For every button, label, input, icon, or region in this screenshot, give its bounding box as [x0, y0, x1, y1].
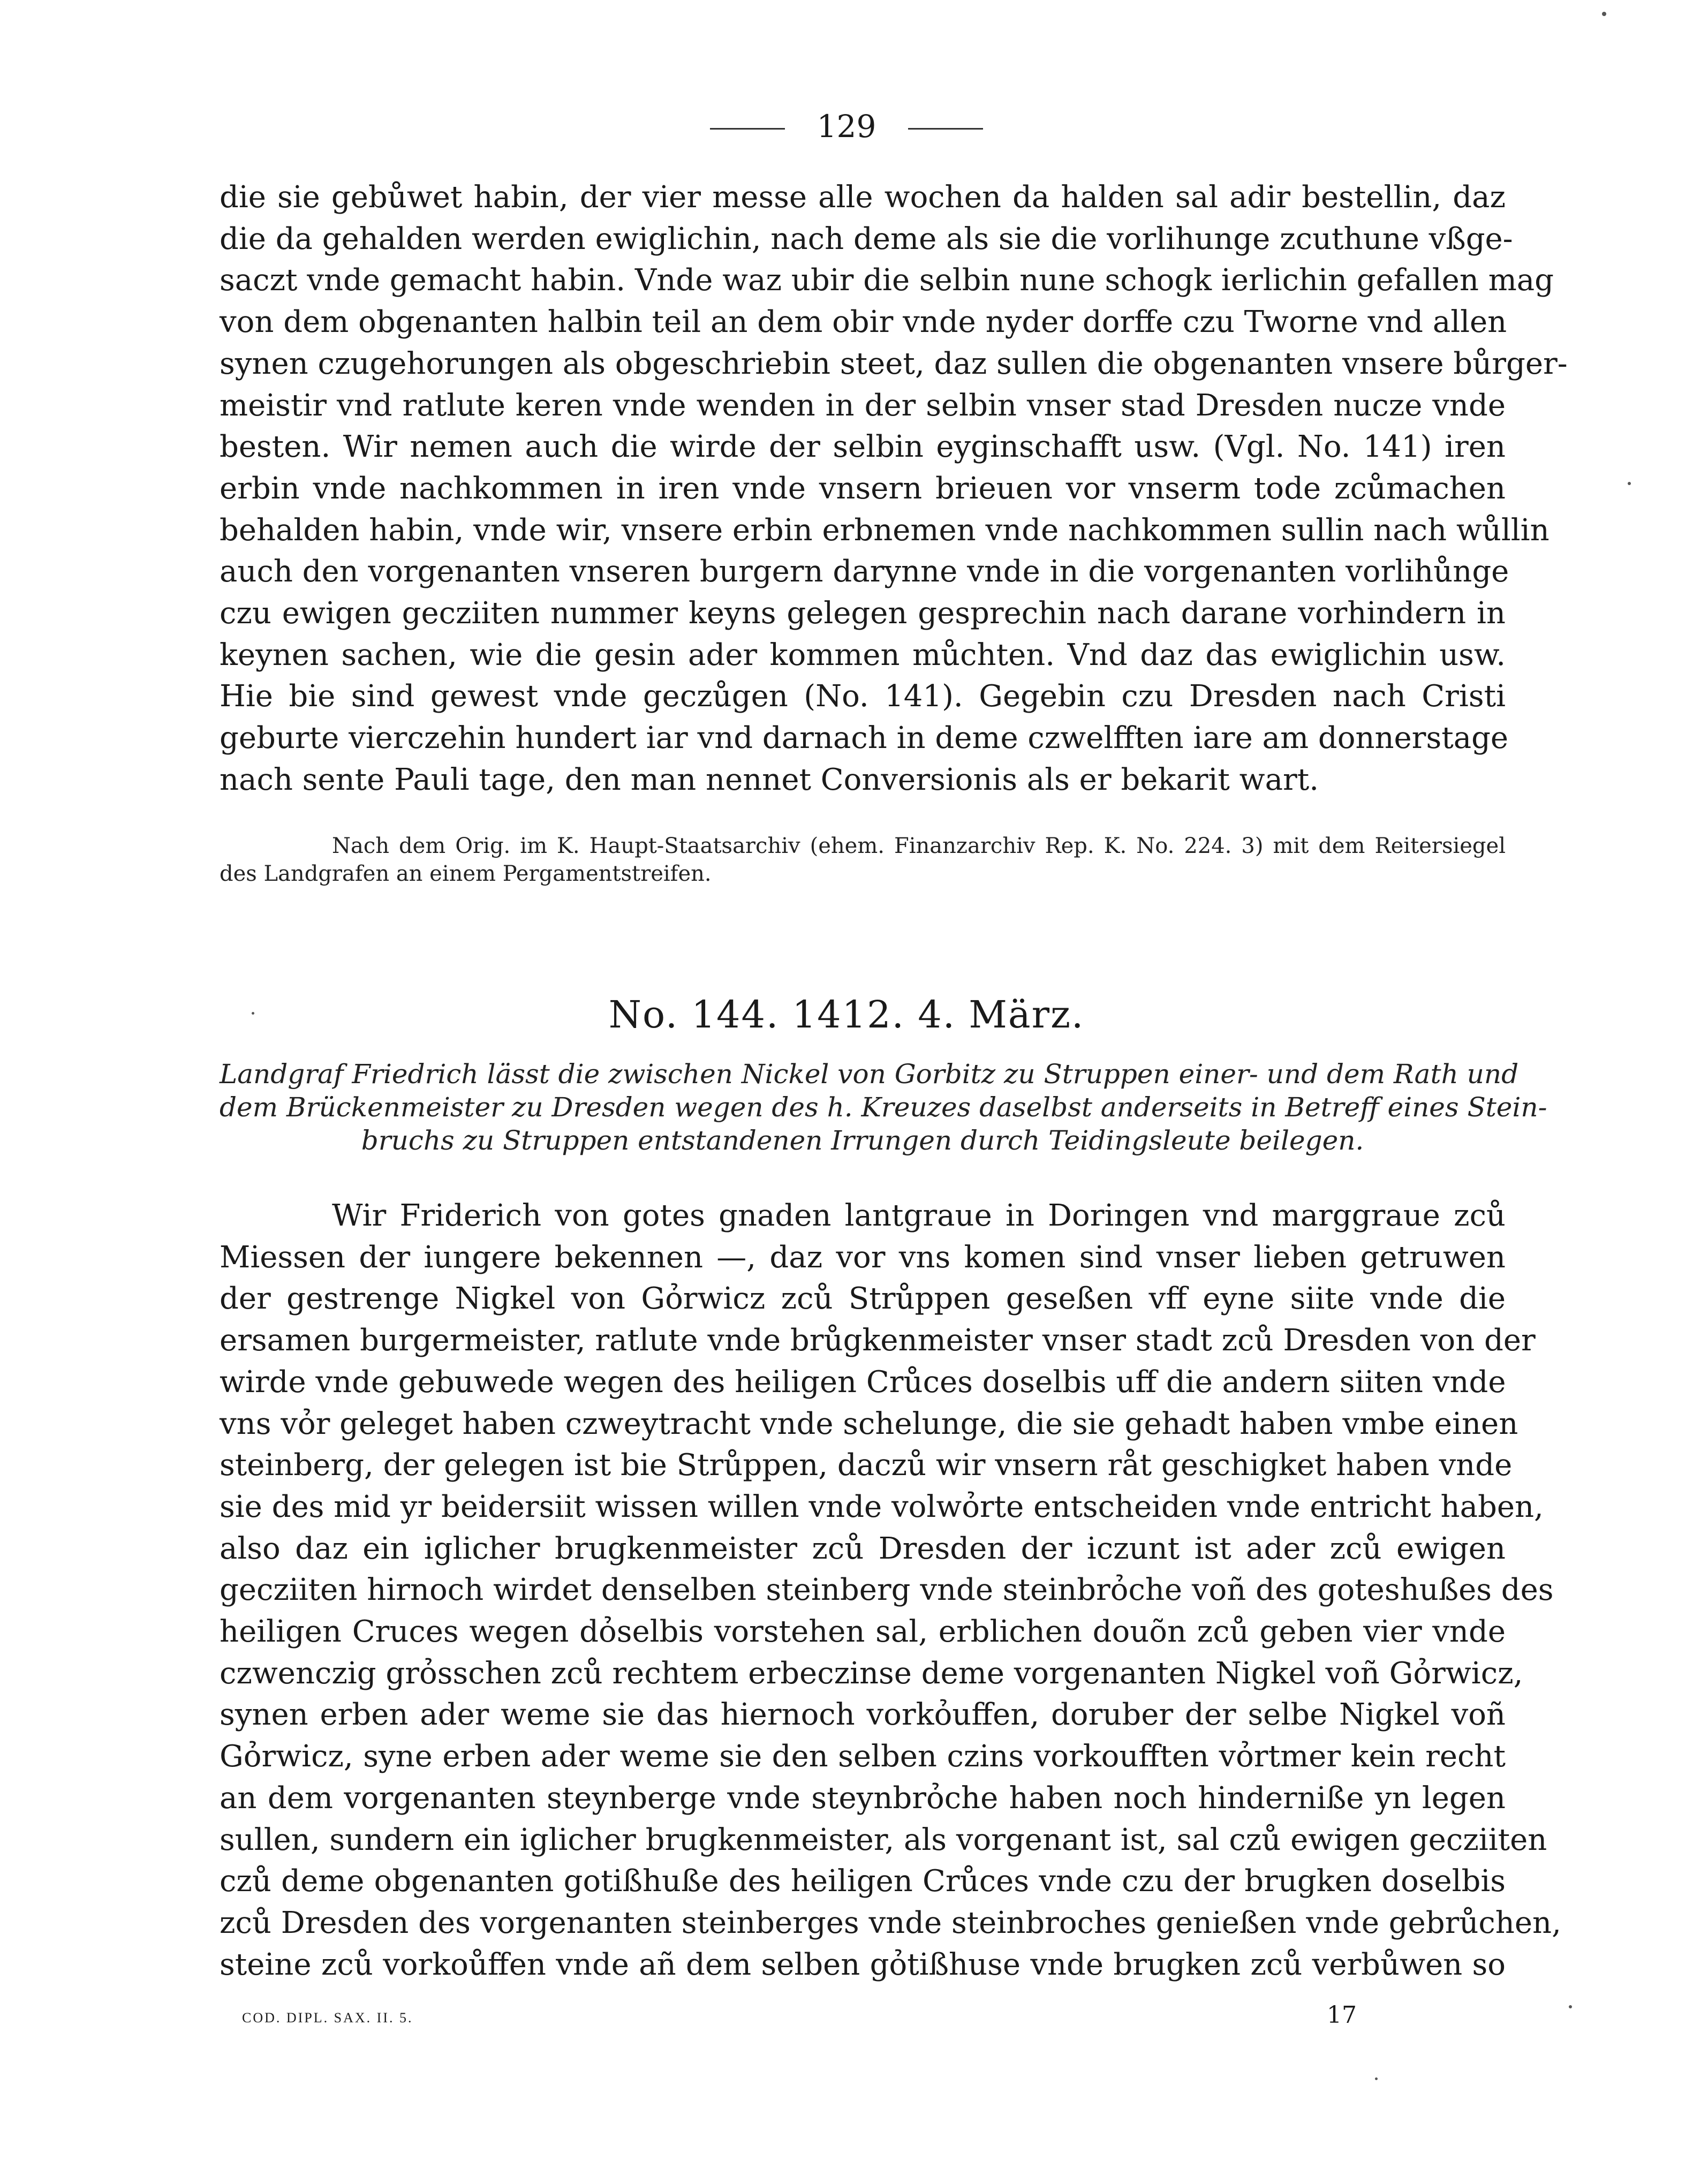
footer-sheet-number: 17 [1327, 2001, 1357, 2029]
text-line: zců Dresden des vorgenanten steinberges vnde steinbroches genießen vnde gebrůchen, [220, 1905, 1561, 1940]
text-line: Hie bie sind gewest vnde geczůgen (No. 141). Gegebin czu Dresden nach Cristi [220, 679, 1506, 714]
header-rule-right [908, 128, 983, 130]
header-rule-left [710, 128, 785, 130]
regest-line: Landgraf Friedrich lässt die zwischen Nickel von Gorbitz zu Struppen einer- und dem Rath und [220, 1059, 1519, 1090]
paragraph-top [220, 177, 1568, 801]
paragraph-main [220, 1195, 1561, 1985]
text-line: synen czugehorungen als obgeschriebin steet, daz sullen die obgenanten vnsere bůrger- [220, 346, 1568, 381]
text-line: Wir Friderich von gotes gnaden lantgraue in Doringen vnd marggraue zců [332, 1198, 1506, 1233]
text-line: steine zců vorkoůffen vnde añ dem selben gỏtißhuse vnde brugken zců verbůwen so [220, 1947, 1506, 1982]
text-line: der gestrenge Nigkel von Gỏrwicz zců Strůppen geseßen vff eyne siite vnde die [220, 1281, 1506, 1317]
text-line: von dem obgenanten halbin teil an dem obir vnde nyder dorffe czu Tworne vnd allen [220, 305, 1507, 340]
page-number: 129 [817, 108, 876, 145]
text-line: Gỏrwicz, syne erben ader weme sie den selben czins vorkoufften vỏrtmer kein recht [220, 1739, 1506, 1774]
text-line: ersamen burgermeister, ratlute vnde brůgkenmeister vnser stadt zců Dresden von der [220, 1323, 1536, 1358]
source-note [220, 832, 1506, 888]
scan-speck [1602, 12, 1606, 16]
text-line: behalden habin, vnde wir, vnsere erbin erbnemen vnde nachkommen sullin nach wůllin [220, 512, 1550, 548]
text-line: czwenczig grỏsschen zců rechtem erbeczinse deme vorgenanten Nigkel voñ Gỏrwicz, [220, 1656, 1523, 1691]
regest [220, 1057, 1547, 1157]
footer-signature: COD. DIPL. SAX. II. 5. [242, 2010, 413, 2026]
text-line: czu ewigen gecziiten nummer keyns gelegen gesprechin nach darane vorhindern in [220, 596, 1506, 631]
scan-speck [1628, 482, 1631, 485]
scan-speck [1569, 2005, 1572, 2008]
scan-speck [1375, 2077, 1378, 2080]
scan-speck [252, 1012, 254, 1015]
text-line: steinberg, der gelegen ist bie Strůppen, daczů wir vnsern råt geschigket haben vnde [220, 1448, 1513, 1483]
text-line: heiligen Cruces wegen dỏselbis vorstehen sal, erblichen douõn zců geben vier vnde [220, 1614, 1506, 1650]
text-line: gecziiten hirnoch wirdet denselben steinberg vnde steinbrỏche voñ des goteshußes des [220, 1573, 1554, 1608]
text-line: vns vỏr geleget haben czweytracht vnde schelunge, die sie gehadt haben vmbe einen [220, 1406, 1518, 1441]
text-line: keynen sachen, wie die gesin ader kommen můchten. Vnd daz das ewiglichin usw. [220, 637, 1506, 672]
text-line: nach sente Pauli tage, den man nennet Conversionis als er bekarit wart. [220, 762, 1319, 797]
regest-line: bruchs zu Struppen entstandenen Irrungen durch Teidingsleute beilegen. [361, 1125, 1364, 1156]
text-line: erbin vnde nachkommen in iren vnde vnsern brieuen vor vnserm tode zcůmachen [220, 471, 1506, 506]
text-line: Miessen der iungere bekennen —, daz vor vns komen sind vnser lieben getruwen [220, 1240, 1506, 1275]
text-line: meistir vnd ratlute keren vnde wenden in der selbin vnser stad Dresden nucze vnde [220, 388, 1506, 423]
text-line: sullen, sundern ein iglicher brugkenmeister, als vorgenant ist, sal czů ewigen gecziiten [220, 1822, 1547, 1857]
text-line: wirde vnde gebuwede wegen des heiligen Crůces doselbis uff die andern siiten vnde [220, 1364, 1506, 1400]
text-line: besten. Wir nemen auch die wirde der selbin eyginschafft usw. (Vgl. No. 141) iren [220, 429, 1506, 465]
page-header [0, 105, 1693, 148]
document-heading: No. 144. 1412. 4. März. [608, 993, 1085, 1037]
text-line: sie des mid yr beidersiit wissen willen vnde volwỏrte entscheiden vnde entricht haben, [220, 1489, 1544, 1524]
text-line: synen erben ader weme sie das hiernoch vorkỏuffen, doruber der selbe Nigkel voñ [220, 1697, 1506, 1733]
text-line: die da gehalden werden ewiglichin, nach deme als sie die vorlihunge zcuthune vßge- [220, 221, 1513, 256]
text-line: also daz ein iglicher brugkenmeister zců Dresden der iczunt ist ader zců ewigen [220, 1531, 1506, 1566]
regest-line: dem Brückenmeister zu Dresden wegen des h. Kreuzes daselbst anderseits in Betreff eines Stein- [220, 1092, 1547, 1123]
text-line: an dem vorgenanten steynberge vnde steynbrỏche haben noch hinderniße yn legen [220, 1780, 1506, 1816]
text-line: die sie gebůwet habin, der vier messe alle wochen da halden sal adir bestellin, daz [220, 180, 1506, 215]
source-note-line: Nach dem Orig. im K. Haupt-Staatsarchiv (ehem. Finanzarchiv Rep. K. No. 224. 3) mit dem Reitersiegel [332, 834, 1506, 858]
text-line: auch den vorgenanten vnseren burgern darynne vnde in die vorgenanten vorlihůnge [220, 554, 1509, 590]
text-line: czů deme obgenanten gotißhuße des heiligen Crůces vnde czu der brugken doselbis [220, 1864, 1506, 1899]
source-note-line: des Landgrafen an einem Pergamentstreifen. [220, 861, 712, 886]
text-line: saczt vnde gemacht habin. Vnde waz ubir die selbin nune schogk ierlichin gefallen mag [220, 263, 1554, 298]
text-line: geburte vierczehin hundert iar vnd darnach in deme czwelfften iare am donnerstage [220, 721, 1509, 756]
